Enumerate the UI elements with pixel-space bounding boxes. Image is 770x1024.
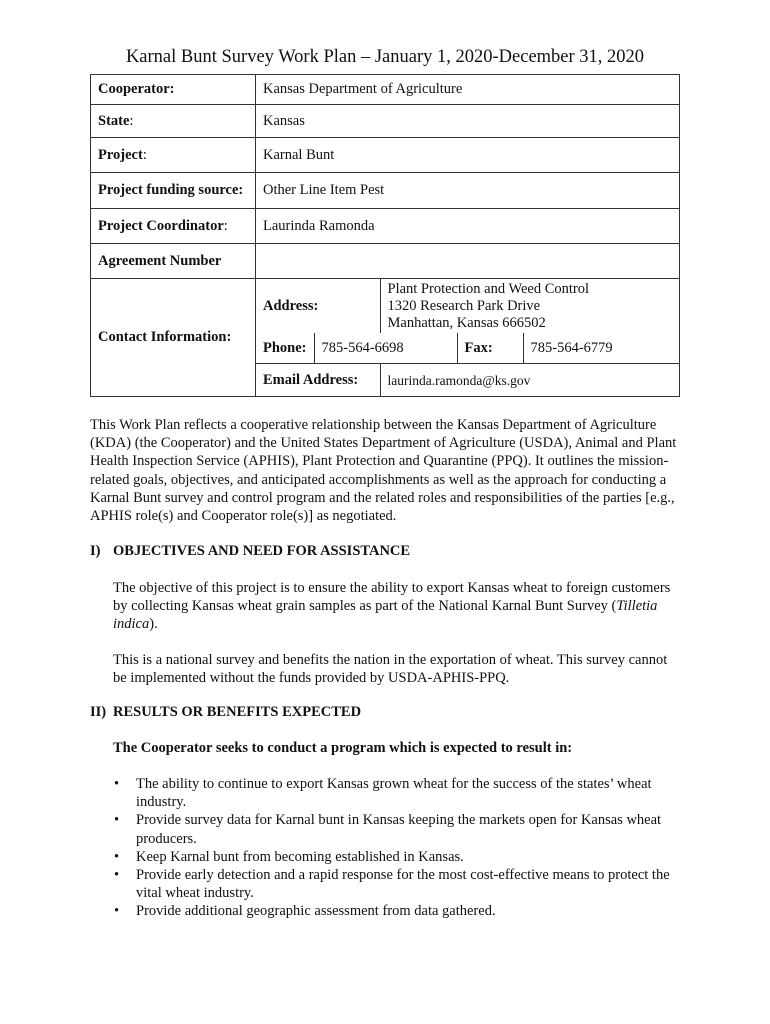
benefits-list [113, 775, 688, 921]
fax-label: Fax: [457, 333, 523, 363]
state-value: Kansas [256, 105, 680, 138]
email-row [256, 364, 680, 397]
email-value: laurinda.ramonda@ks.gov [380, 364, 679, 396]
address-line-2: 1320 Research Park Drive [387, 297, 541, 314]
funding-value: Other Line Item Pest [256, 173, 680, 209]
project-value: Karnal Bunt [256, 138, 680, 173]
list-item: • Keep Karnal bunt from becoming established in Kansas. [114, 848, 464, 865]
section-1-number: I) [90, 543, 101, 559]
phone-value: 785-564-6698 [314, 333, 457, 363]
page-title: Karnal Bunt Survey Work Plan – January 1, 2020-December 31, 2020 [125, 47, 645, 67]
list-item: • Provide survey data for Karnal bunt in Kansas keeping the markets open for Kansas wheat producers. [114, 812, 662, 847]
address-value [380, 279, 679, 333]
contact-details [256, 279, 680, 364]
section-2-number: II) [90, 704, 107, 720]
address-label: Address: [256, 279, 380, 333]
state-label: State: [91, 105, 256, 138]
project-label: Project: [91, 138, 256, 173]
address-line-1: Plant Protection and Weed Control [387, 280, 590, 297]
agreement-label: Agreement Number [91, 244, 256, 279]
section-1-heading: OBJECTIVES AND NEED FOR ASSISTANCE [113, 543, 411, 559]
objective-paragraph: The objective of this project is to ensure the ability to export Kansas wheat to foreign customers by collecting Kansas wheat grain samples as part of the National Karnal Bunt Survey (Tilletia indica). [113, 580, 671, 633]
list-item: • Provide additional geographic assessment from data gathered. [114, 903, 496, 920]
address-line-3: Manhattan, Kansas 666502 [387, 314, 546, 331]
fax-value: 785-564-6779 [523, 333, 679, 363]
bullet-icon: • [114, 867, 120, 884]
coordinator-value: Laurinda Ramonda [256, 209, 680, 244]
email-label: Email Address: [256, 364, 380, 396]
contact-label: Contact Information: [91, 279, 256, 397]
bullet-icon: • [114, 903, 120, 920]
cooperator-value: Kansas Department of Agriculture [256, 75, 680, 105]
phone-label: Phone: [256, 333, 314, 363]
list-item: • The ability to continue to export Kansas grown wheat for the success of the states’ wheat industry. [114, 776, 652, 811]
bullet-icon: • [114, 848, 120, 865]
section-2-heading: RESULTS OR BENEFITS EXPECTED [113, 704, 362, 720]
coordinator-label: Project Coordinator: [91, 209, 256, 244]
project-info-table [90, 74, 680, 397]
national-survey-paragraph: This is a national survey and benefits the nation in the exportation of wheat. This survey cannot be implemented without the funds provided by USDA-APHIS-PPQ. [113, 652, 668, 687]
cooperator-label: Cooperator: [91, 75, 256, 105]
results-subheading: The Cooperator seeks to conduct a program which is expected to result in: [113, 740, 573, 756]
species-name: Tilletia indica [113, 598, 658, 633]
bullet-icon: • [114, 812, 120, 829]
list-item: • Provide early detection and a rapid response for the most cost-effective means to protect the vital wheat industry. [114, 867, 670, 902]
bullet-icon: • [114, 776, 120, 792]
agreement-value [256, 244, 680, 279]
funding-label: Project funding source: [91, 173, 256, 209]
intro-paragraph: This Work Plan reflects a cooperative relationship between the Kansas Department of Agriculture (KDA) (the Cooperator) and the United States Department of Agriculture (USDA), Animal and Plant Health Inspection Service (APHIS), Plant Protection and Quarantine (PPQ). It outlines the mission-related goals, objectives, and anticipated accomplishments as well as the approach for conducting a Karnal Bunt survey and control program and the related roles and responsibilities of the parties [e.g., APHIS role(s) and Cooperator role(s)] as negotiated. [90, 417, 677, 525]
